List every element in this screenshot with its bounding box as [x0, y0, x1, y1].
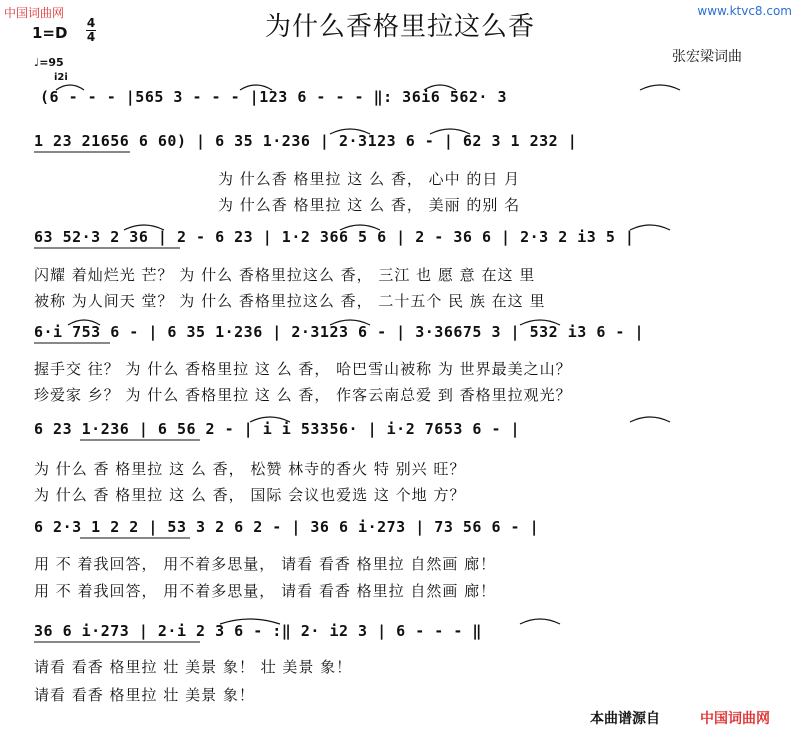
lyric-line: 请看 看香 格里拉 壮 美景 象！ 壮 美景 象！	[34, 658, 353, 676]
slur	[220, 619, 280, 624]
notation-row: 6 2·3 1 2 2 | 53 3 2 6 2 - | 36 6 i·273 | 73 56 6 - |	[34, 518, 540, 536]
lyric-line: 为 什么香 格里拉 这 么 香， 美丽 的别 名	[218, 196, 521, 214]
tempo-mark: ♩=95	[34, 56, 64, 69]
time-signature-top: 4	[86, 16, 96, 30]
slur	[424, 85, 456, 90]
notation-row: 6 23 1·236 | 6 56 2 - | i i 53356· | i·2 7653 6 - |	[34, 420, 521, 438]
lyric-line: 请看 看香 格里拉 壮 美景 象！	[34, 686, 255, 704]
lyric-line: 为 什么香 格里拉 这 么 香， 心中 的日 月	[218, 170, 521, 188]
slur	[330, 320, 370, 325]
key-signature: 1=D	[32, 24, 68, 42]
notation-row: 6·i 753 6 - | 6 35 1·236 | 2·3123 6 - | 3·36675 3 | 532 i3 6 - |	[34, 323, 644, 341]
footer-source: 本曲谱源自	[590, 711, 660, 727]
slur	[640, 85, 680, 90]
lyric-line: 为 什么 香 格里拉 这 么 香， 松赞 林寺的香火 特 别兴 旺？	[34, 460, 466, 478]
time-signature-bottom: 4	[86, 30, 96, 44]
lyric-line: 用 不 着我回答， 用不着多思量， 请看 看香 格里拉 自然画 廊！	[34, 555, 497, 573]
slur	[430, 129, 470, 134]
grace-note: i2i	[54, 72, 68, 83]
notation-row: 36 6 i·273 | 2·i 2 3 6 - :‖ 2· i2 3 | 6 - - - ‖	[34, 622, 482, 640]
author-credit: 张宏梁词曲	[672, 49, 742, 65]
slur	[630, 225, 670, 230]
slur	[520, 320, 560, 325]
lyric-line: 为 什么 香 格里拉 这 么 香， 国际 会议也爱选 这 个地 方？	[34, 486, 466, 504]
slur	[56, 85, 84, 90]
slur	[330, 129, 370, 134]
underline-group	[34, 152, 200, 642]
lyric-line: 用 不 着我回答， 用不着多思量， 请看 看香 格里拉 自然画 廊！	[34, 582, 497, 600]
slur	[124, 225, 164, 230]
watermark-left: 中国词曲网	[4, 6, 65, 20]
notation-row: 63 52·3 2 36 | 2 - 6 23 | 1·2 366 5 6 | 2 - 36 6 | 2·3 2 i3 5 |	[34, 228, 635, 246]
slur	[630, 417, 670, 422]
song-title: 为什么香格里拉这么香	[264, 12, 535, 42]
slur	[340, 225, 380, 230]
slur	[240, 85, 272, 90]
slur	[520, 619, 560, 624]
lyric-line: 被称 为人间天 堂？ 为 什么 香格里拉这么 香， 二十五个 民 族 在这 里	[34, 292, 546, 310]
footer-site: 中国词曲网	[700, 711, 770, 727]
slur	[250, 417, 290, 422]
slur	[68, 320, 100, 325]
lyric-line: 闪耀 着灿烂光 芒？ 为 什么 香格里拉这么 香， 三江 也 愿 意 在这 里	[34, 266, 536, 284]
watermark-right: www.ktvc8.com	[697, 4, 792, 18]
notation-row: (6 - - - |565 3 - - - |123 6 - - - ‖: 36i6 562· 3	[40, 88, 508, 106]
slur-group	[56, 85, 680, 624]
lyric-line: 珍爱家 乡？ 为 什么 香格里拉 这 么 香， 作客云南总爱 到 香格里拉观光？	[34, 386, 572, 404]
lyric-line: 握手交 往？ 为 什么 香格里拉 这 么 香， 哈巴雪山被称 为 世界最美之山？	[34, 360, 572, 378]
notation-row: 1 23 21656 6 60) | 6 35 1·236 | 2·3123 6 - | 62 3 1 232 |	[34, 132, 578, 150]
